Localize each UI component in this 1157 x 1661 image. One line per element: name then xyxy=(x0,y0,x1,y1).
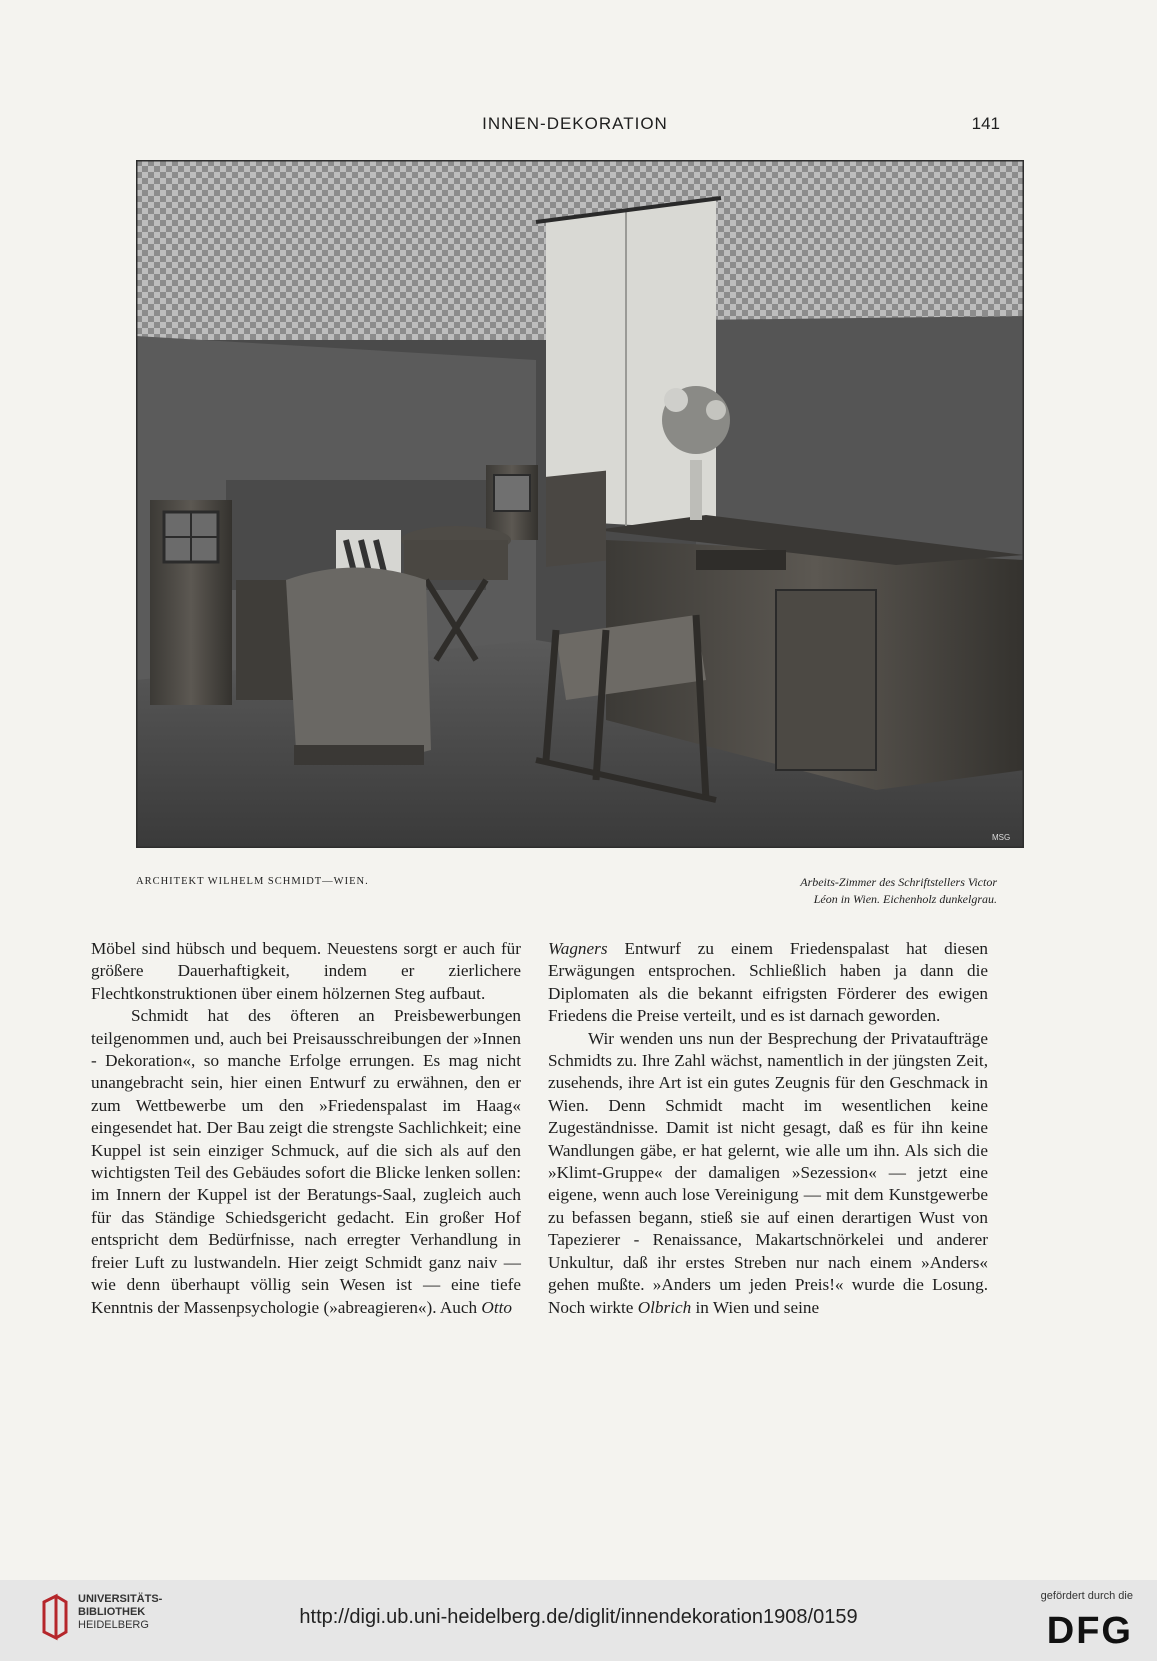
dfg-logo: DFG xyxy=(1046,1610,1133,1652)
right-paragraph-1-italic: Wagners xyxy=(548,939,608,958)
page-number: 141 xyxy=(971,114,1000,133)
running-head xyxy=(140,112,1010,138)
right-paragraph-2 xyxy=(548,1028,988,1319)
caption-room xyxy=(637,874,997,908)
engraver-mark: MSG xyxy=(992,833,1011,842)
left-paragraph-2-text: Schmidt hat des öfteren an Preisbewerbungen teilgenommen und, auch bei Preisausschreibungen der »Innen - Dekoration«, so manche Erfolge errungen. Es mag nicht unangebracht sein, hier einen Entwurf zu erwähnen, den er zum Wettbewerbe um den »Friedenspalast im Haag« eingesendet hat. Der Bau zeigt die strengste Sachlichkeit; eine Kuppel ist sein einziger Schmuck, auf die sich als auf den wichtigsten Teil des Gebäudes sofort die Blicke lenken sollen: im Innern der Kuppel ist der Beratungs-Saal, zugleich auch für das Ständige Schiedsgericht gedacht. Ein großer Hof entspricht dem Bedürfnisse, nach erregter Verhandlung in freier Luft zu lustwandeln. Hier zeigt Schmidt ganz naiv — wie denn überhaupt völlig sein Wesen ist — eine tiefe Kenntnis der Massenpsychologie (»abreagieren«). Auch xyxy=(91,1006,521,1317)
library-name-line-2: BIBLIOTHEK xyxy=(78,1606,146,1618)
source-url-link[interactable]: http://digi.ub.uni-heidelberg.de/diglit/innendekoration1908/0159 xyxy=(299,1606,858,1628)
footer-bar xyxy=(0,1580,1157,1661)
right-paragraph-2-text-a: Wir wenden uns nun der Besprechung der Privataufträge Schmidts zu. Ihre Zahl wächst, namentlich in der jüngsten Zeit, zusehends, ihre Art ist ein gutes Zeugnis für den Geschmack in Wien. Denn Schmidt macht im wesentlichen keine Zugeständnisse. Damit ist nicht gesagt, daß es für ihn keine Wandlungen gäbe, er hat gelernt, wie alle um ihn. Als sich die »Klimt-Gruppe« der damaligen »Sezession« — jetzt eine eigene, wenn auch lose Vereinigung — mit dem Kunstgewerbe zu befassen begann, stieß sie auf einen derartigen Wust von Tapezierer - Renaissance, Makartschnörkelei und anderer Unkultur, daß ihr erstes Streben nur nach einem »Anders« gehen mußte. »Anders um jeden Preis!« wurde die Losung. Noch wirkte xyxy=(548,1028,988,1317)
library-name-line-1: UNIVERSITÄTS- xyxy=(78,1593,163,1605)
library-name-line-3: HEIDELBERG xyxy=(78,1619,149,1631)
caption-room-line-2: Léon in Wien. Eichenholz dunkelgrau. xyxy=(813,892,997,906)
left-text-column xyxy=(91,938,521,1319)
left-paragraph-1: Möbel sind hübsch und bequem. Neuestens sorgt er auch für größere Dauerhaftigkeit, indem er zierlichere Flechtkonstruktionen über einem hölzernen Steg aufbaut. xyxy=(91,939,521,1003)
right-paragraph-1 xyxy=(548,938,988,1028)
left-paragraph-2 xyxy=(91,1005,521,1319)
right-paragraph-2-italic: Olbrich xyxy=(637,1297,692,1317)
running-title: INNEN-DEKORATION xyxy=(482,114,668,133)
interior-photo xyxy=(136,160,1024,848)
left-paragraph-2-italic: Otto xyxy=(481,1297,512,1317)
right-paragraph-1-text: Entwurf zu einem Friedenspalast hat diesen Erwägungen entsprochen. Schließlich haben ja dann die Diplomaten als die bekannt eifrigsten Förderer des ewigen Friedens die Preise verteilt, und es ist darnach geworden. xyxy=(548,939,989,1026)
right-text-column xyxy=(548,938,988,1319)
interior-photo-drawing xyxy=(136,160,1024,848)
caption-architect: ARCHITEKT WILHELM SCHMIDT—WIEN. xyxy=(136,876,369,887)
right-paragraph-2-text-b: in Wien und seine xyxy=(695,1297,820,1317)
funded-by-label: gefördert durch die xyxy=(1040,1590,1133,1602)
caption-room-line-1: Arbeits-Zimmer des Schriftstellers Victor xyxy=(800,875,997,889)
